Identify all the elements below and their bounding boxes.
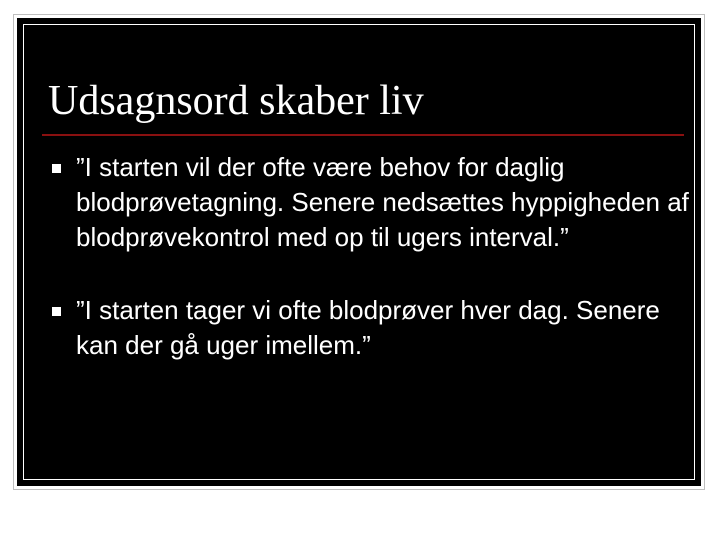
square-bullet-icon: [52, 307, 61, 316]
bullet-text: ”I starten vil der ofte være behov for daglig blodprøvetagning. Senere nedsættes hyppigheden af blodprøvekontrol med op til ugers interval.”: [76, 152, 689, 252]
list-item: [50, 150, 690, 255]
title-divider: [42, 134, 684, 136]
bullet-list: [50, 150, 690, 401]
bullet-text: ”I starten tager vi ofte blodprøver hver dag. Senere kan der gå uger imellem.”: [76, 295, 660, 360]
slide-title: Udsagnsord skaber liv: [48, 78, 424, 124]
square-bullet-icon: [52, 164, 61, 173]
list-item: [50, 293, 690, 363]
